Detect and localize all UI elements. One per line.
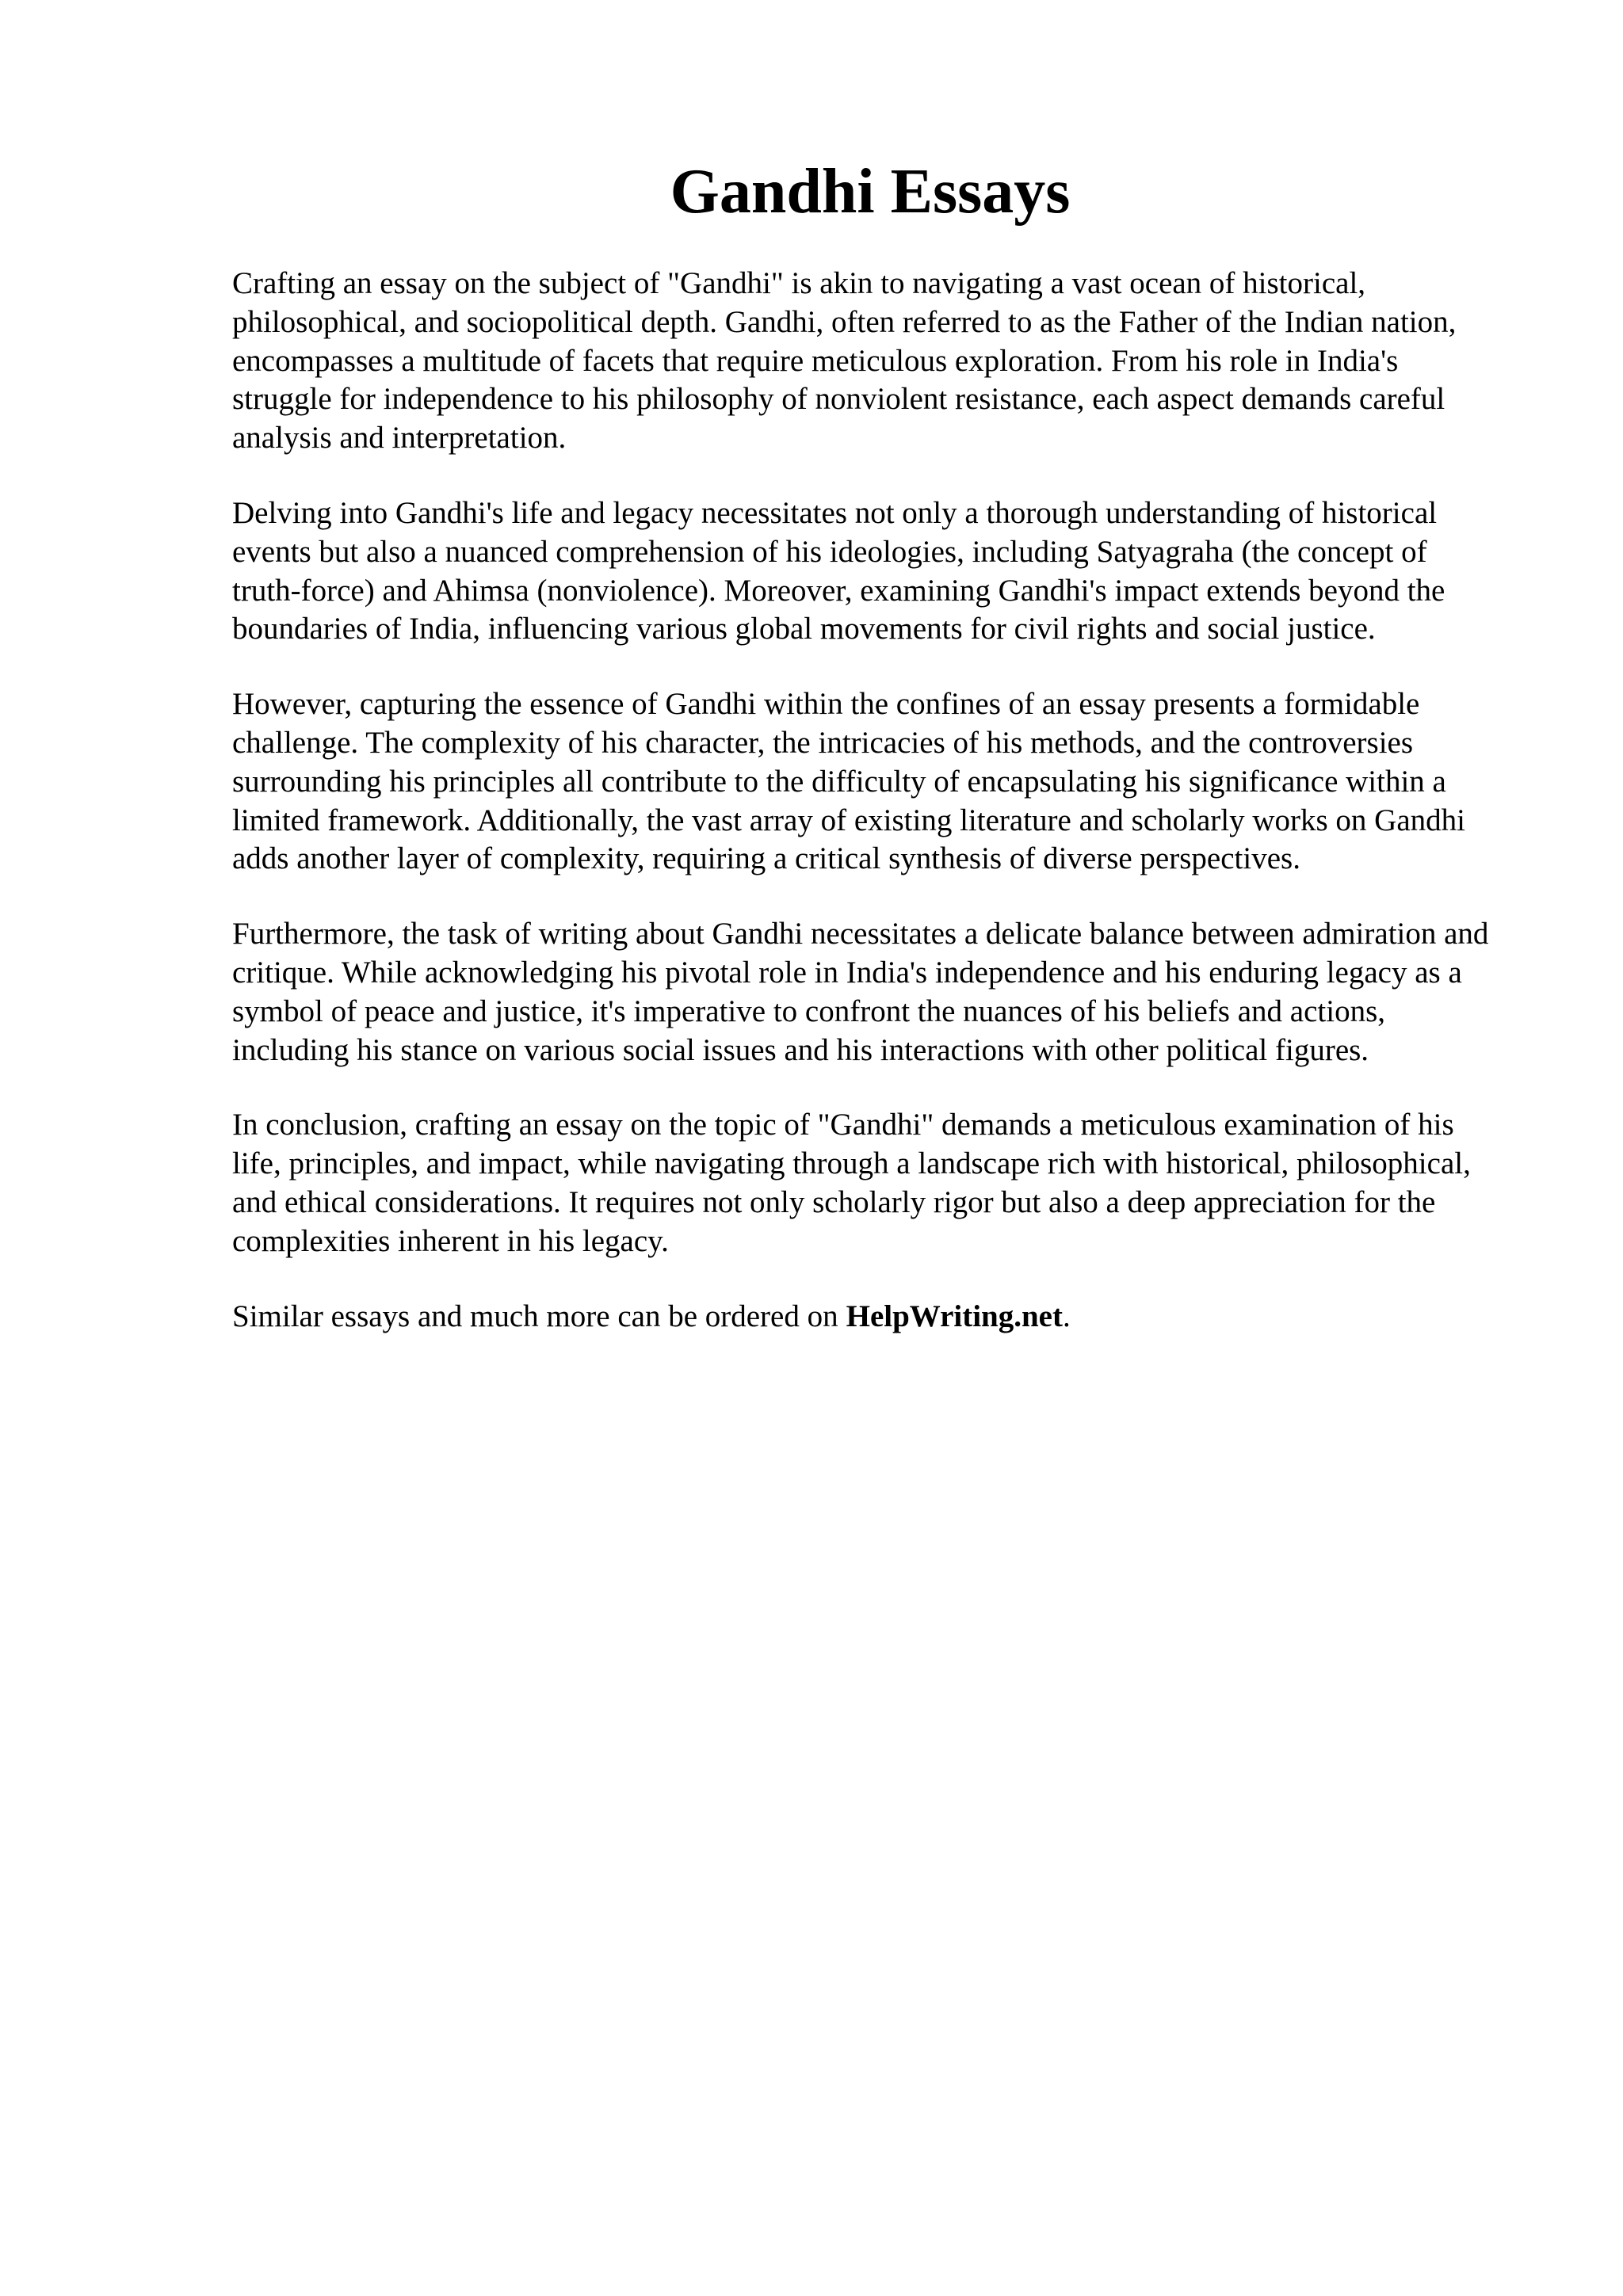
closing-line [232, 1298, 1500, 1337]
paragraph-5: In conclusion, crafting an essay on the topic of "Gandhi" demands a meticulous examination of his life, principles, and impact, while navigating through a landscape rich with historical, philosophical, and ethical considerations. It requires not only scholarly rigor but also a deep appreciation for the complexities inherent in his legacy. [232, 1108, 1471, 1258]
paragraph-1: Crafting an essay on the subject of "Gandhi" is akin to navigating a vast ocean of historical, philosophical, and sociopolitical depth. Gandhi, often referred to as the Father of the Indian nation, encompasses a multitude of facets that require meticulous exploration. From his role in India's struggle for independence to his philosophy of nonviolent resistance, each aspect demands careful analysis and interpretation. [232, 266, 1457, 456]
closing-text: Similar essays and much more can be ordered on [232, 1299, 838, 1333]
document-body [232, 265, 1500, 1336]
paragraph-4: Furthermore, the task of writing about Gandhi necessitates a delicate balance between admiration and critique. While acknowledging his pivotal role in India's independence and his enduring legacy as a symbol of peace and justice, it's imperative to confront the nuances of his beliefs and actions, including his stance on various social issues and his interactions with other political figures. [232, 917, 1489, 1067]
closing-period: . [1062, 1299, 1071, 1333]
paragraph-2: Delving into Gandhi's life and legacy necessitates not only a thorough understanding of historical events but also a nuanced comprehension of his ideologies, including Satyagraha (the concept of truth-force) and Ahimsa (nonviolence). Moreover, examining Gandhi's impact extends beyond the boundaries of India, influencing various global movements for civil rights and social justice. [232, 495, 1445, 646]
brand-link[interactable]: HelpWriting.net [846, 1299, 1063, 1333]
document-title: Gandhi Essays [670, 157, 1071, 227]
paragraph-3: However, capturing the essence of Gandhi within the confines of an essay presents a formidable challenge. The complexity of his character, the intricacies of his methods, and the controversies surrounding his principles all contribute to the difficulty of encapsulating his significance within a limited framework. Additionally, the vast array of existing literature and scholarly works on Gandhi adds another layer of complexity, requiring a critical synthesis of diverse perspectives. [232, 687, 1465, 876]
